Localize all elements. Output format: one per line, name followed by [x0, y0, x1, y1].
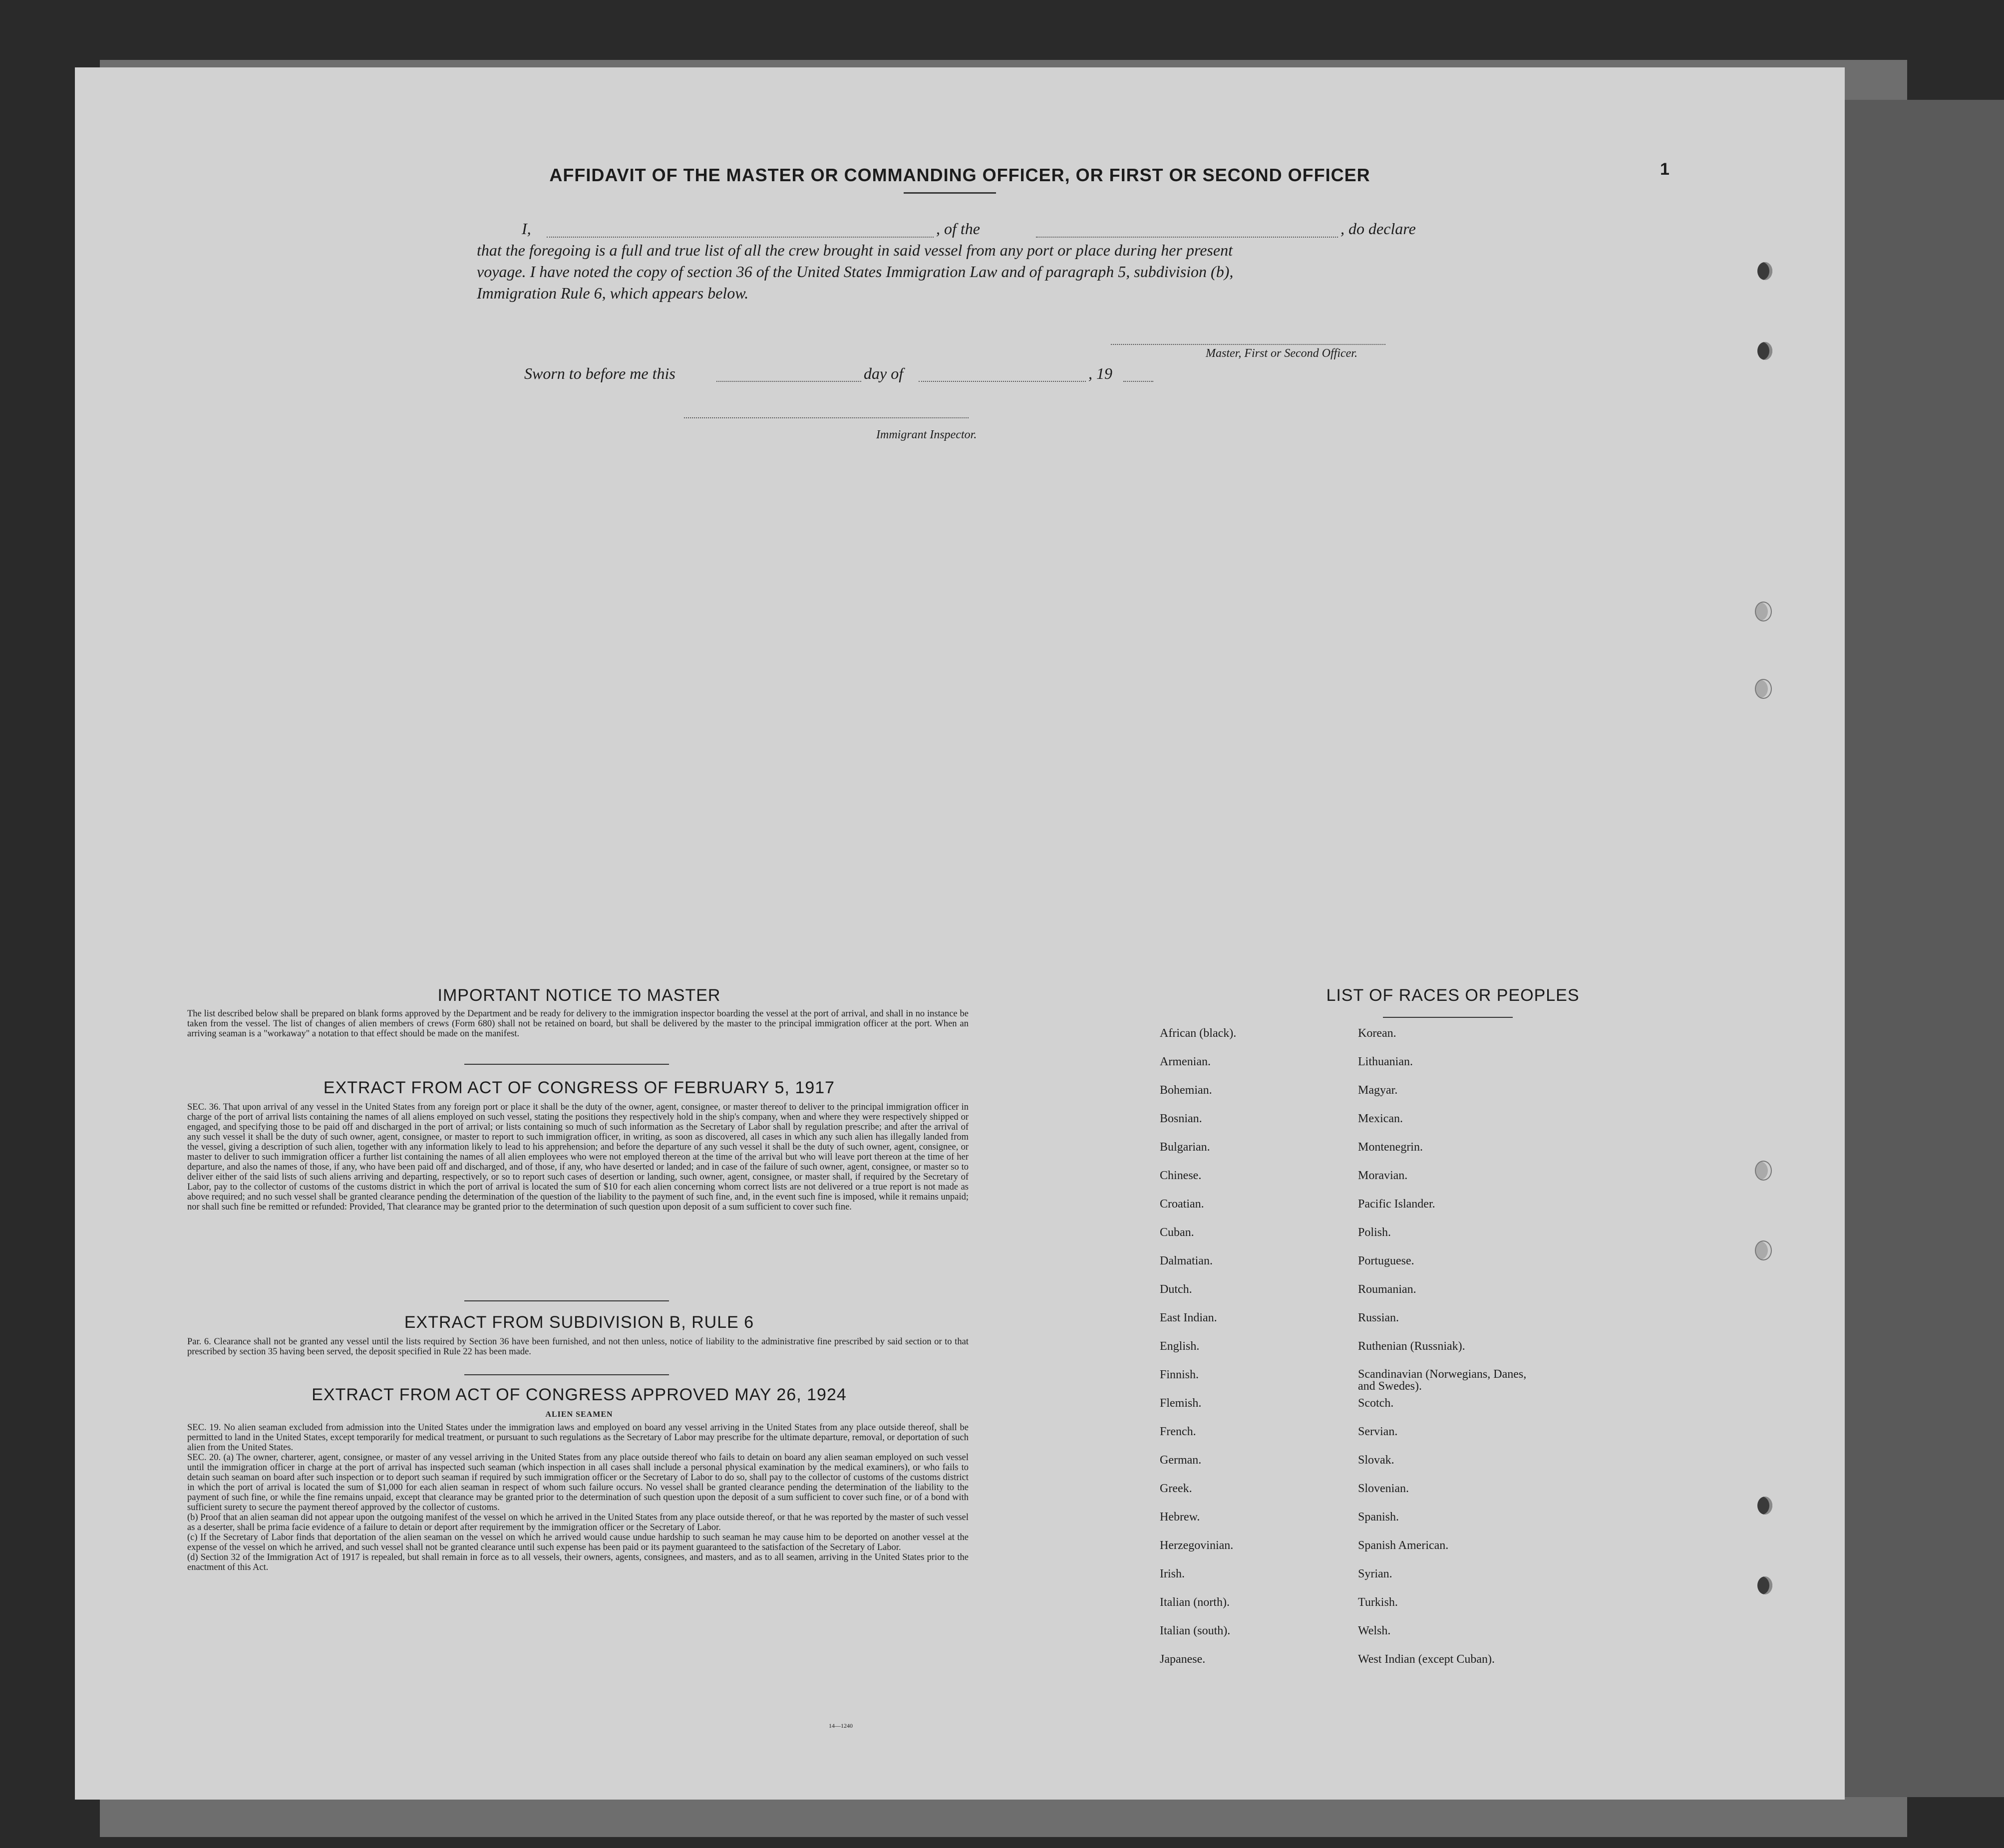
race-item: French. [1160, 1425, 1196, 1438]
race-item: Chinese. [1160, 1169, 1202, 1182]
race-item: Hebrew. [1160, 1511, 1200, 1524]
sworn-year: , 19 [1088, 364, 1112, 382]
affidavit-line-3: voyage. I have noted the copy of section 36 of the United States Immigration Law and of paragraph 5, subdivision (b), [477, 263, 1234, 281]
race-item: Dalmatian. [1160, 1254, 1213, 1267]
race-item: Italian (south). [1160, 1624, 1231, 1637]
affidavit-line-2: that the foregoing is a full and true list of all the crew brought in said vessel from any port or place during her present [477, 241, 1233, 259]
binder-hole [1755, 602, 1772, 621]
race-item: Japanese. [1160, 1653, 1206, 1666]
race-item: Servian. [1358, 1425, 1398, 1438]
sec-20c-text: (c) If the Secretary of Labor finds that deportation of the alien seaman on the vessel on which he arrived would cause undue hardship to such seaman he may cause him to be deported on another vessel at the expense of the vessel on which he arrived, and such vessel shall not be granted clearance until such expense has been paid or its payment guaranteed to the satisfaction of the Secretary of Labor. [187, 1533, 969, 1552]
race-item: Scotch. [1358, 1397, 1394, 1410]
race-item: Magyar. [1358, 1084, 1398, 1097]
race-item: East Indian. [1160, 1311, 1217, 1324]
race-item: Montenegrin. [1358, 1141, 1423, 1154]
binder-hole [1757, 1576, 1772, 1594]
race-item: African (black). [1160, 1027, 1237, 1040]
sworn-prefix: Sworn to before me this [524, 364, 675, 382]
affidavit-do-declare: , do declare [1340, 220, 1416, 238]
race-item: Cuban. [1160, 1226, 1194, 1239]
extract-1924-subtitle: ALIEN SEAMEN [545, 1410, 613, 1419]
sworn-day-of: day of [864, 364, 904, 382]
race-item: Italian (north). [1160, 1596, 1230, 1609]
notice-rule [464, 1064, 669, 1065]
race-item: Welsh. [1358, 1624, 1391, 1637]
races-title: LIST OF RACES OR PEOPLES [1326, 986, 1580, 1005]
race-item: Portuguese. [1358, 1254, 1414, 1267]
race-item: Polish. [1358, 1226, 1391, 1239]
race-item: Flemish. [1160, 1397, 1202, 1410]
race-item: Irish. [1160, 1567, 1185, 1580]
race-item: Mexican. [1358, 1112, 1403, 1125]
extract-1917-body: SEC. 36. That upon arrival of any vessel in the United States from any foreign port or place it shall be the duty of the owner, agent, consignee, or master thereof to deliver to the principal immigration officer in charge of the port of arrival lists containing the names of all aliens employed on such vessel, stating the positions they respectively hold in the ship's company, when and where they were respectively shipped or engaged, and specifying those to be paid off and discharged in the port of arrival; or lists containing so much of such information as the Secretary of Labor shall by regulation prescribe; and after the arrival of any such vessel it shall be the duty of such owner, agent, consignee, or master to report to such immigration officer, in writing, as soon as discovered, all cases in which any such alien has illegally landed from the vessel, giving a description of such alien, together with any information likely to lead to his apprehension; and before the departure of any such vessel it shall be the duty of such owner, agent, consignee, or master to deliver to such immigration officer a further list containing the names of all alien employees who were not employed thereon at the time of the arrival but who will leave port thereon at the time of her departure, and also the names of those, if any, who have been paid off and discharged, and of those, if any, who have deserted or landed; and in case of the failure of such owner, agent, consignee, or master so to deliver either of the said lists of such aliens arriving and departing, respectively, or so to report such cases of desertion or landing, such owner, agent, consignee, or master shall, if required by the Secretary of Labor, pay to the collector of customs of the customs district in which the port of arrival is located the sum of $10 for each alien concerning whom correct lists are not delivered or a true report is not made as above required; and no such vessel shall be granted clearance pending the determination of the question of the liability to the payment of such fine, and, in the event such fine is imposed, while it remains unpaid; nor shall such fine be remitted or refunded: Provided, That clearance may be granted prior to the determination of such question upon deposit of a sum sufficient to cover such fine. [187, 1102, 969, 1212]
sec-20b-text: (b) Proof that an alien seaman did not appear upon the outgoing manifest of the vessel on which he arrived in the United States from any place outside thereof, or that he was reported by the master of such vessel as a deserter, shall be prima facie evidence of a failure to detain or deport after requirement by the immigration officer or the Secretary of Labor. [187, 1513, 969, 1533]
form-number: 14—1240 [829, 1722, 853, 1729]
master-signature-label: Master, First or Second Officer. [1206, 347, 1357, 360]
sec-19-text: SEC. 19. No alien seaman excluded from admission into the United States under the immigration laws and employed on board any vessel arriving in the United States from any place outside thereof, shall be permitted to land in the United States, except temporarily for medical treatment, or pursuant to such regulations as the Secretary of Labor may prescribe for the ultimate departure, removal, or deportation of such alien from the United States. [187, 1423, 969, 1453]
race-item: Spanish. [1358, 1511, 1399, 1524]
master-name-field[interactable] [547, 236, 934, 238]
page-mark: 1 [1660, 160, 1670, 179]
race-item: Turkish. [1358, 1596, 1398, 1609]
extract-rule6-title: EXTRACT FROM SUBDIVISION B, RULE 6 [404, 1313, 754, 1332]
race-item: Bulgarian. [1160, 1141, 1210, 1154]
sworn-month-field[interactable] [919, 380, 1086, 382]
race-item: Slovenian. [1358, 1482, 1409, 1495]
race-item: Bohemian. [1160, 1084, 1212, 1097]
master-signature-field[interactable] [1111, 343, 1385, 345]
race-item: Armenian. [1160, 1055, 1211, 1068]
race-item: Russian. [1358, 1311, 1399, 1324]
binder-hole [1757, 262, 1772, 280]
extract-1917-title: EXTRACT FROM ACT OF CONGRESS OF FEBRUARY 5, 1917 [323, 1078, 835, 1097]
extract-1924-title: EXTRACT FROM ACT OF CONGRESS APPROVED MAY 26, 1924 [312, 1385, 847, 1404]
inspector-signature-field[interactable] [684, 417, 969, 418]
race-item: Slovak. [1358, 1454, 1394, 1467]
race-item: Pacific Islander. [1358, 1198, 1435, 1211]
race-item: Syrian. [1358, 1567, 1392, 1580]
notice-body: The list described below shall be prepared on blank forms approved by the Department and be ready for delivery to the immigration inspector boarding the vessel at the port of arrival, and shall in no instance be taken from the vessel. The list of changes of alien members of crews (Form 680) shall not be retained on board, but shall be delivered by the master to the principal immigration officer at the port. When an arriving seaman is a "workaway" a notation to that effect should be made on the manifest. [187, 1009, 969, 1039]
notice-title: IMPORTANT NOTICE TO MASTER [437, 986, 721, 1005]
binder-hole [1757, 342, 1772, 360]
binder-hole [1755, 1161, 1772, 1181]
race-item: West Indian (except Cuban). [1358, 1653, 1495, 1666]
race-item: Lithuanian. [1358, 1055, 1413, 1068]
race-item: Spanish American. [1358, 1539, 1449, 1552]
race-item: German. [1160, 1454, 1202, 1467]
races-rule [1383, 1017, 1513, 1018]
binder-hole [1755, 1240, 1772, 1260]
race-item: Finnish. [1160, 1368, 1199, 1381]
sworn-year-field[interactable] [1123, 380, 1153, 382]
sworn-day-field[interactable] [716, 380, 861, 382]
sec-20a-text: SEC. 20. (a) The owner, charterer, agent, consignee, or master of any vessel arriving in the United States from any place outside thereof who fails to detain on board any alien seaman employed on such vessel until the immigration officer in charge at the port of arrival has inspected such seaman (which inspection in all cases shall include a personal physical examination by the medical examiners), or who fails to detain such seaman on board after such inspection or to deport such seaman if required by such immigration officer or the Secretary of Labor to do so, shall pay to the collector of customs of the customs district in which the port of arrival is located the sum of $1,000 for each alien seaman in respect of whom such failure occurs. No vessel shall be granted clearance pending the determination of the liability to the payment of such fine, or while the fine remains unpaid, except that clearance may be granted prior to the determination of such question upon the deposit of a sum sufficient to cover such fine, or of a bond with sufficient surety to secure the payment thereof approved by the collector of customs. [187, 1453, 969, 1513]
race-item: Greek. [1160, 1482, 1192, 1495]
title-rule [904, 192, 996, 194]
binder-hole [1757, 1497, 1772, 1515]
inspector-label: Immigrant Inspector. [876, 428, 977, 441]
race-item: Roumanian. [1358, 1283, 1416, 1296]
extract-1924-body [187, 1423, 969, 1572]
race-item: Dutch. [1160, 1283, 1192, 1296]
affidavit-title: AFFIDAVIT OF THE MASTER OR COMMANDING OFFICER, OR FIRST OR SECOND OFFICER [549, 165, 1370, 185]
affidavit-i: I, [522, 220, 531, 238]
vessel-name-field[interactable] [1036, 236, 1338, 238]
extract-rule6-body: Par. 6. Clearance shall not be granted any vessel until the lists required by Section 36 have been furnished, and not then unless, notice of liability to the administrative fine prescribed by said section or to that prescribed by section 35 having been served, the deposit specified in Rule 22 has been made. [187, 1337, 969, 1357]
race-item: Ruthenian (Russniak). [1358, 1340, 1465, 1353]
race-item: Scandinavian (Norwegians, Danes, and Swedes). [1358, 1368, 1527, 1393]
binder-hole [1755, 679, 1772, 699]
race-item: Croatian. [1160, 1198, 1204, 1211]
extract-1917-rule [464, 1300, 669, 1301]
document-page [75, 67, 1845, 1800]
affidavit-of-the: , of the [936, 220, 980, 238]
race-item: Bosnian. [1160, 1112, 1202, 1125]
race-item: Herzegovinian. [1160, 1539, 1234, 1552]
affidavit-line-4: Immigration Rule 6, which appears below. [477, 284, 749, 302]
race-item: Korean. [1358, 1027, 1396, 1040]
extract-rule6-rule [464, 1374, 669, 1375]
race-item: Moravian. [1358, 1169, 1408, 1182]
sec-20d-text: (d) Section 32 of the Immigration Act of 1917 is repealed, but shall remain in force as to all vessels, their owners, agents, consignees, and masters, and as to all seamen, arriving in the United States prior to the enactment of this Act. [187, 1552, 969, 1572]
race-item: English. [1160, 1340, 1200, 1353]
